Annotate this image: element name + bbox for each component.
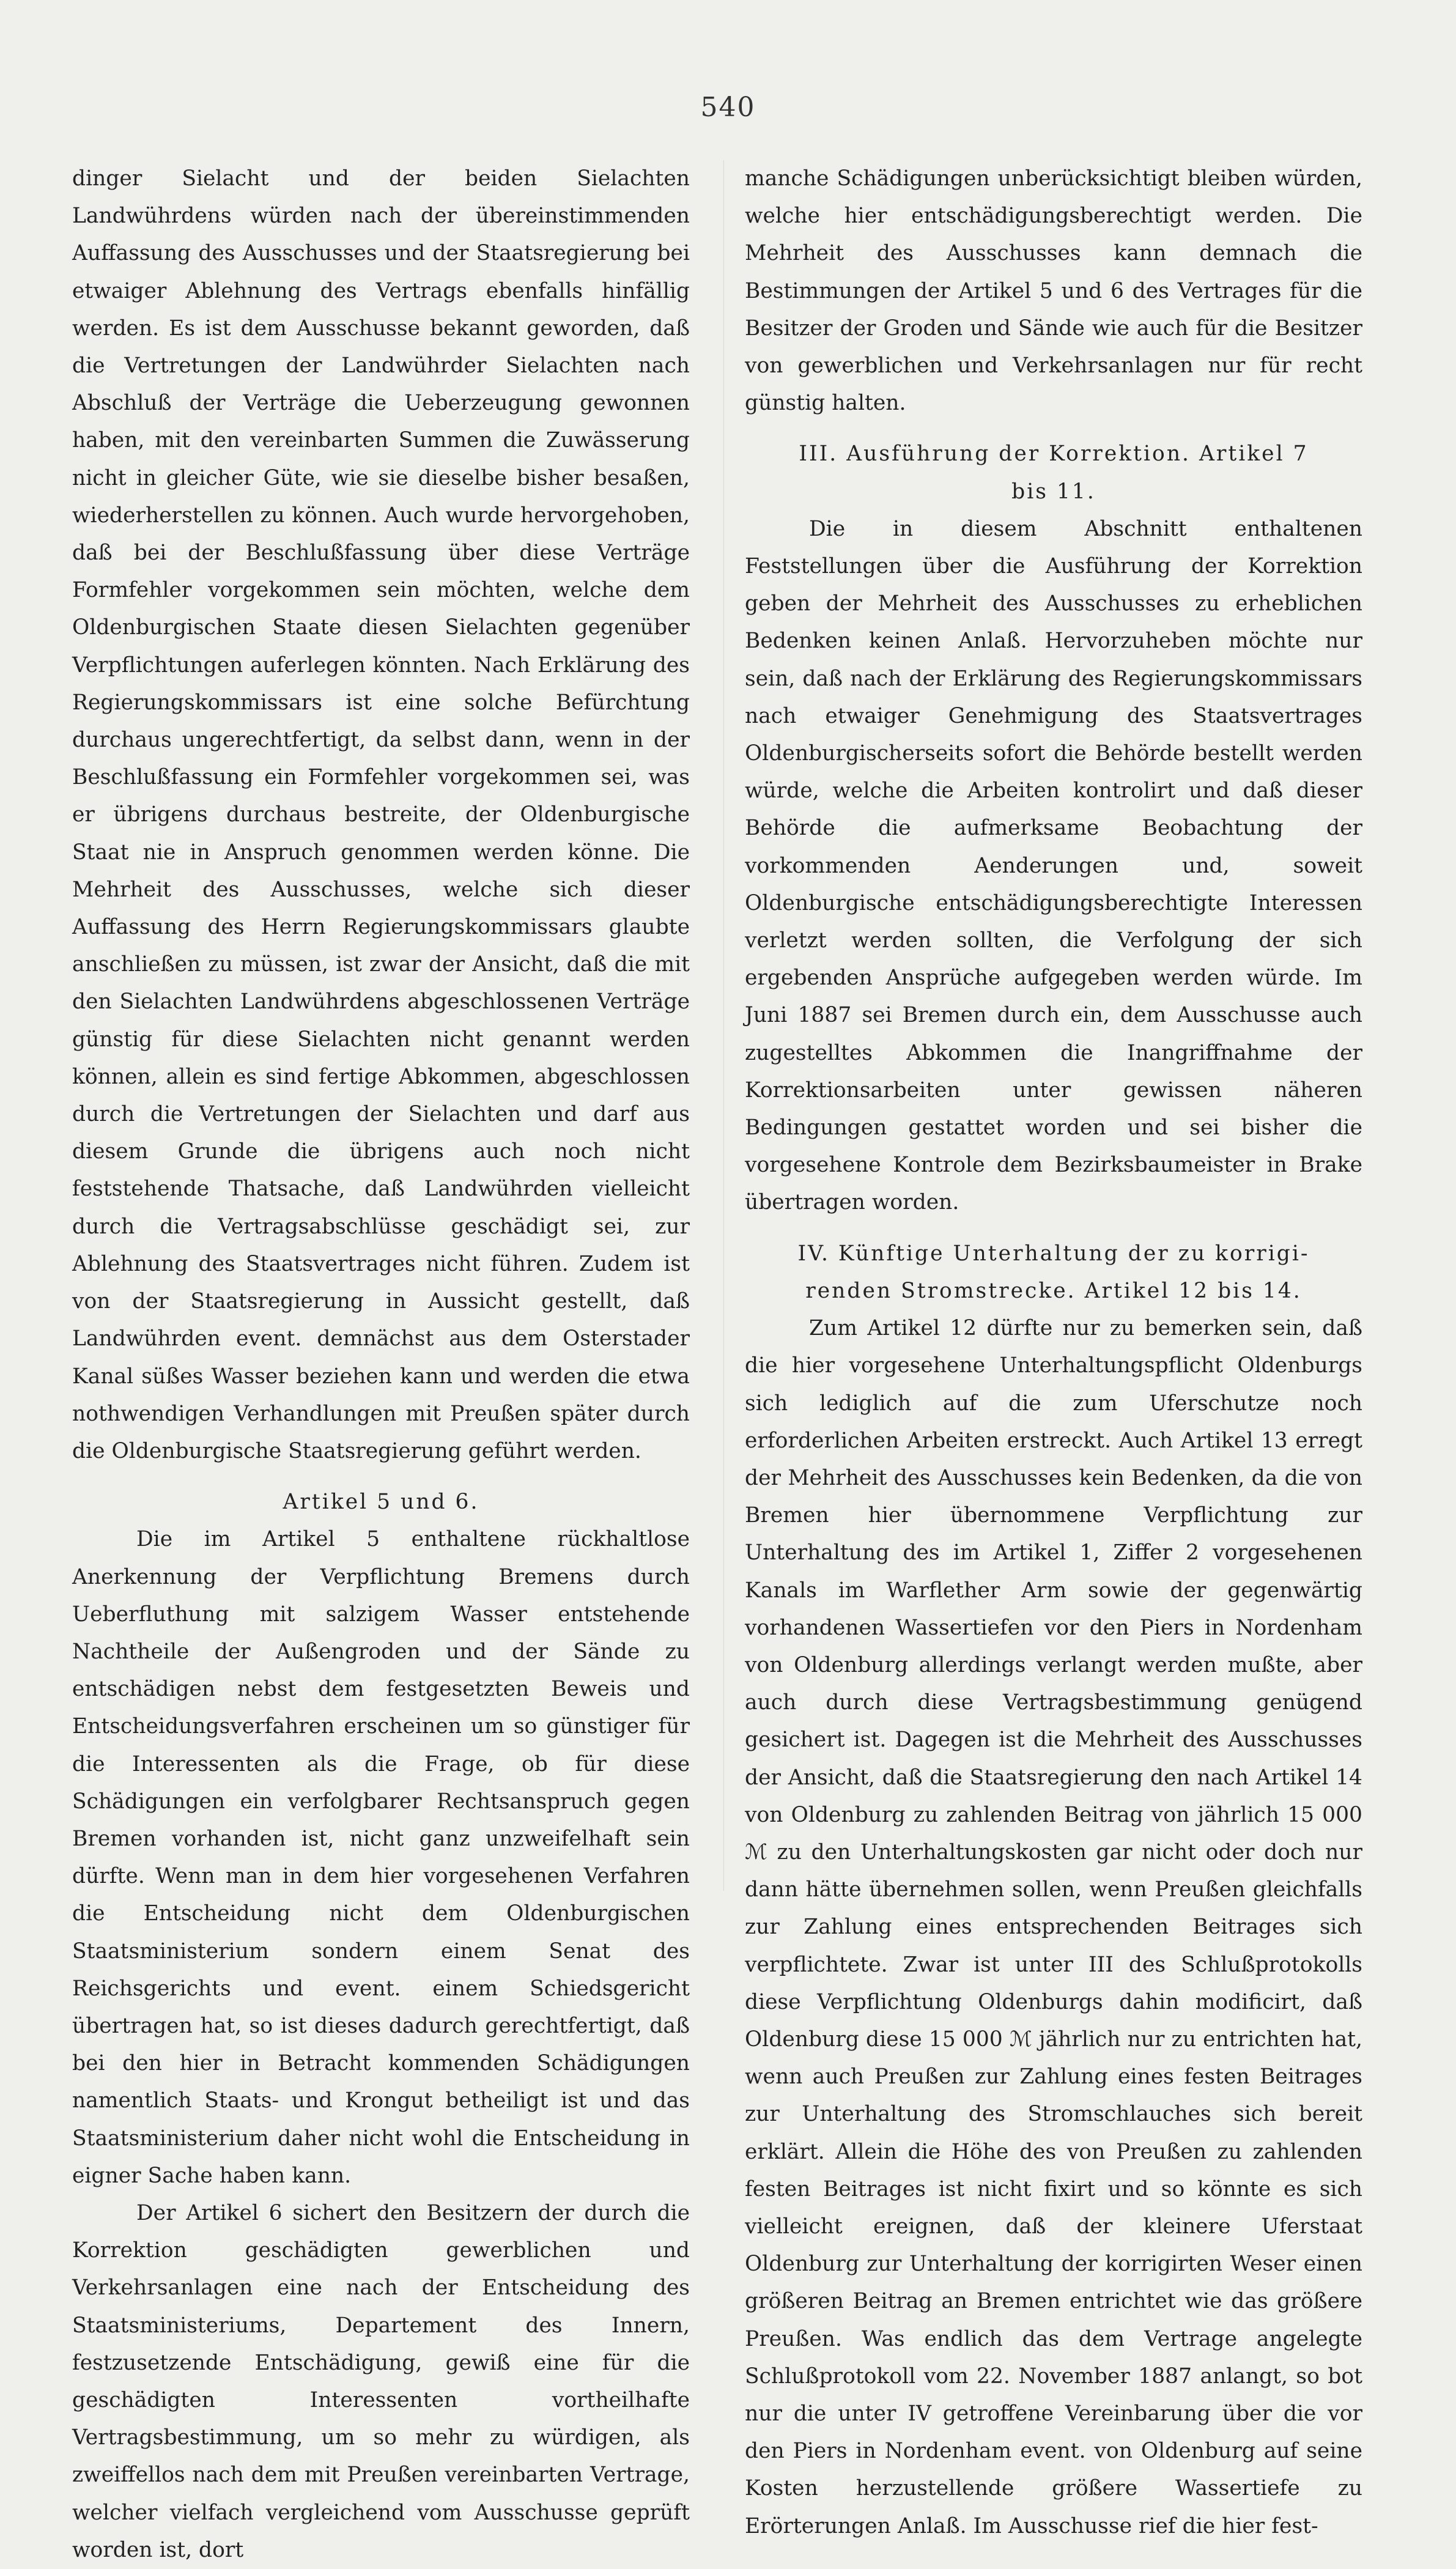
heading-line: bis 11. <box>1011 479 1096 504</box>
right-column <box>745 160 1362 2545</box>
paragraph: Der Artikel 6 sichert den Besitzern der durch die Korrektion geschädigten gewerblichen und Verkehrsanlagen eine nach der Entscheidung des Staatsministeriums, Departement des Innern, festzusetzende Entschädigung, gewiß eine für die geschädigten Interessenten vortheilhafte Vertragsbestimmung, um so mehr zu würdigen, als zweiffellos nach dem mit Preußen vereinbarten Vertrage, welcher vielfach vergleichend vom Ausschusse geprüft worden ist, dort <box>72 2200 690 2562</box>
page-number: 540 <box>700 92 756 123</box>
section-heading: Artikel 5 und 6. <box>283 1490 479 1515</box>
paragraph: Zum Artikel 12 dürfte nur zu bemerken sein, daß die hier vorgesehene Unterhaltungspflicht Oldenburgs sich lediglich auf die zum Uferschutze noch erforderlichen Arbeiten erstreckt. Auch Artikel 13 erregt der Mehrheit des Ausschusses kein Bedenken, da die von Bremen hier übernommene Verpflichtung zur Unterhaltung des im Artikel 1, Ziffer 2 vorgesehenen Kanals im Warflether Arm sowie der gegenwärtig vorhandenen Wassertiefen vor den Piers in Nordenham von Oldenburg allerdings verlangt werden mußte, aber auch durch diese Vertragsbestimmung genügend gesichert ist. Dagegen ist die Mehrheit des Ausschusses der Ansicht, daß die Staatsregierung den nach Artikel 14 von Oldenburg zu zahlenden Beitrag von jährlich 15 000 ℳ zu den Unterhaltungskosten gar nicht oder doch nur dann hätte übernehmen sollen, wenn Preußen gleichfalls zur Zahlung eines entsprechenden Beitrages sich verpflichtete. Zwar ist unter III des Schlußprotokolls diese Verpflichtung Oldenburgs dahin modificirt, daß Oldenburg diese 15 000 ℳ jährlich nur zu entrichten hat, wenn auch Preußen zur Zahlung eines festen Beitrages zur Unterhaltung des Stromschlauches sich bereit erklärt. Allein die Höhe des von Preußen zu zahlenden festen Beitrages ist nicht fixirt und so könnte es sich vielleicht ereignen, daß der kleinere Uferstaat Oldenburg zur Unterhaltung der korrigirten Weser einen größeren Beitrag an Bremen entrichtet wie das größere Preußen. Was endlich das dem Vertrage angelegte Schlußprotokoll vom 22. November 1887 anlangt, so bot nur die unter IV getroffene Vereinbarung über die vor den Piers in Nordenham event. von Oldenburg auf seine Kosten herzustellende größere Wassertiefe zu Erörterungen Anlaß. Im Ausschusse rief die hier fest- <box>745 1316 1362 2538</box>
paragraph: Die in diesem Abschnitt enthaltenen Feststellungen über die Ausführung der Korrektion geben der Mehrheit des Ausschusses zu erheblichen Bedenken keinen Anlaß. Hervorzuheben möchte nur sein, daß nach der Erklärung des Regierungskommissars nach etwaiger Genehmigung des Staatsvertrages Oldenburgischerseits sofort die Behörde bestellt werden würde, welche die Arbeiten kontrolirt und daß dieser Behörde die aufmerksame Beobachtung der vorkommenden Aenderungen und, soweit Oldenburgische entschädigungsberechtigte Interessen verletzt werden sollten, die Verfolgung der sich ergebenden Ansprüche aufgegeben werden würde. Im Juni 1887 sei Bremen durch ein, dem Ausschusse auch zugestelltes Abkommen die Inangriffnahme der Korrektionsarbeiten unter gewissen näheren Bedingungen gestattet worden und sei bisher die vorgesehene Kontrole dem Bezirksbaumeister in Brake übertragen worden. <box>745 516 1362 1215</box>
heading-line: renden Stromstrecke. Artikel 12 bis 14. <box>805 1278 1302 1303</box>
section-heading-iv <box>745 1235 1362 1310</box>
column-divider <box>723 160 724 1891</box>
paragraph: Die im Artikel 5 enthaltene rückhaltlose Anerkennung der Verpflichtung Bremens durch Ueberfluthung mit salzigem Wasser entstehende Nachtheile der Außengroden und der Sände zu entschädigen nebst dem festgesetzten Beweis und Entscheidungsverfahren erscheinen um so günstiger für die Interessenten als die Frage, ob für diese Schädigungen ein verfolgbarer Rechtsanspruch gegen Bremen vorhanden ist, nicht ganz unzweifelhaft sein dürfte. Wenn man in dem hier vorgesehenen Verfahren die Entscheidung nicht dem Oldenburgischen Staatsministerium sondern einem Senat des Reichsgerichts und event. einem Schiedsgericht übertragen hat, so ist dieses dadurch gerechtfertigt, daß bei den hier in Betracht kommenden Schädigungen namentlich Staats- und Krongut betheiligt ist und das Staatsministerium daher nicht wohl die Entscheidung in eigner Sache haben kann. <box>72 1527 690 2188</box>
section-heading-iii <box>745 435 1362 510</box>
heading-line: III. Ausführung der Korrektion. Artikel 7 <box>799 442 1309 467</box>
left-column <box>72 160 690 2569</box>
heading-line: IV. Künftige Unterhaltung der zu korrigi- <box>797 1241 1310 1266</box>
paragraph: dinger Sielacht und der beiden Sielachten Landwührdens würden nach der übereinstimmenden Auffassung des Ausschusses und der Staatsregierung bei etwaiger Ablehnung des Vertrags ebenfalls hinfällig werden. Es ist dem Ausschusse bekannt geworden, daß die Vertretungen der Landwührder Sielachten nach Abschluß der Verträge die Ueberzeugung gewonnen haben, mit den vereinbarten Summen die Zuwässerung nicht in gleicher Güte, wie sie dieselbe bisher besaßen, wiederherstellen zu können. Auch wurde hervorgehoben, daß bei der Beschlußfassung über diese Verträge Formfehler vorgekommen sein möchten, welche dem Oldenburgischen Staate diesen Sielachten gegenüber Verpflichtungen auferlegen könnten. Nach Erklärung des Regierungskommissars ist eine solche Befürchtung durchaus ungerechtfertigt, da selbst dann, wenn in der Beschlußfassung ein Formfehler vorgekommen sei, was er übrigens durchaus bestreite, der Oldenburgische Staat nie in Anspruch genommen werden könne. Die Mehrheit des Ausschusses, welche sich dieser Auffassung des Herrn Regierungskommissars glaubte anschließen zu müssen, ist zwar der Ansicht, daß die mit den Sielachten Landwührdens abgeschlossenen Verträge günstig für diese Sielachten nicht genannt werden können, allein es sind fertige Abkommen, abgeschlossen durch die Vertretungen der Sielachten und darf aus diesem Grunde die übrigens auch noch nicht feststehende Thatsache, daß Landwührden vielleicht durch die Vertragsabschlüsse geschädigt sei, zur Ablehnung des Staatsvertrages nicht führen. Zudem ist von der Staatsregierung in Aussicht gestellt, daß Landwührden event. demnächst aus dem Osterstader Kanal süßes Wasser beziehen kann und werden die etwa nothwendigen Verhandlungen mit Preußen später durch die Oldenburgische Staatsregierung geführt werden. <box>72 166 690 1463</box>
paragraph: manche Schädigungen unberücksichtigt bleiben würden, welche hier entschädigungsberechtigt werden. Die Mehrheit des Ausschusses kann demnach die Bestimmungen der Artikel 5 und 6 des Vertrages für die Besitzer der Groden und Sände wie auch für die Besitzer von gewerblichen und Verkehrsanlagen nur für recht günstig halten. <box>745 166 1362 416</box>
